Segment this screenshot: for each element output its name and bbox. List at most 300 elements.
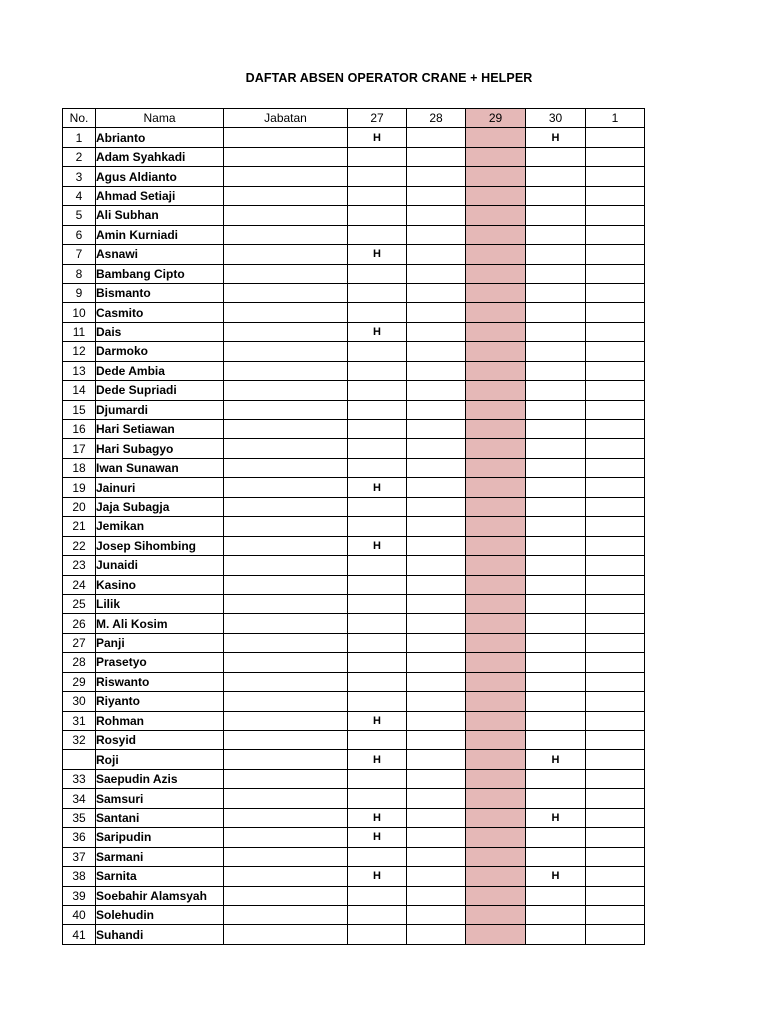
mark-day-27 [348, 556, 407, 575]
row-jabatan [224, 478, 348, 497]
row-jabatan [224, 789, 348, 808]
mark-day-1 [586, 692, 645, 711]
mark-day-29 [466, 575, 526, 594]
header-day-1: 1 [586, 109, 645, 128]
table-row [63, 731, 645, 750]
row-jabatan [224, 769, 348, 788]
row-nama: Soebahir Alamsyah [96, 886, 224, 905]
mark-day-28 [407, 497, 466, 516]
mark-day-29 [466, 303, 526, 322]
row-jabatan [224, 633, 348, 652]
row-nama: Samsuri [96, 789, 224, 808]
row-jabatan [224, 322, 348, 341]
row-number: 5 [63, 206, 96, 225]
attendance-table [62, 108, 645, 945]
mark-day-1 [586, 478, 645, 497]
mark-day-27 [348, 731, 407, 750]
row-number: 36 [63, 828, 96, 847]
row-nama: Bambang Cipto [96, 264, 224, 283]
mark-day-30 [526, 400, 586, 419]
mark-day-30 [526, 167, 586, 186]
row-jabatan [224, 614, 348, 633]
row-number: 21 [63, 517, 96, 536]
table-row [63, 575, 645, 594]
mark-day-28 [407, 186, 466, 205]
mark-day-29 [466, 711, 526, 730]
mark-day-29 [466, 225, 526, 244]
row-number: 13 [63, 361, 96, 380]
mark-day-30 [526, 147, 586, 166]
mark-day-27 [348, 420, 407, 439]
table-row [63, 789, 645, 808]
row-number: 20 [63, 497, 96, 516]
header-day-30: 30 [526, 109, 586, 128]
row-jabatan [224, 750, 348, 769]
row-number: 16 [63, 420, 96, 439]
mark-day-28 [407, 167, 466, 186]
mark-day-28 [407, 769, 466, 788]
row-number: 38 [63, 867, 96, 886]
mark-day-28 [407, 128, 466, 147]
row-nama: Hari Subagyo [96, 439, 224, 458]
mark-day-30 [526, 186, 586, 205]
attendance-rows [63, 128, 645, 944]
mark-day-27 [348, 789, 407, 808]
mark-day-29 [466, 167, 526, 186]
row-nama: Kasino [96, 575, 224, 594]
row-nama: Agus Aldianto [96, 167, 224, 186]
row-nama: Rosyid [96, 731, 224, 750]
mark-day-29 [466, 206, 526, 225]
table-row [63, 808, 645, 827]
mark-day-27 [348, 692, 407, 711]
header-day-28: 28 [407, 109, 466, 128]
mark-day-27 [348, 439, 407, 458]
mark-day-28 [407, 342, 466, 361]
mark-day-30: H [526, 128, 586, 147]
mark-day-30 [526, 828, 586, 847]
row-number: 33 [63, 769, 96, 788]
table-row [63, 633, 645, 652]
row-jabatan [224, 731, 348, 750]
mark-day-27 [348, 381, 407, 400]
table-row [63, 536, 645, 555]
table-row [63, 283, 645, 302]
row-number: 19 [63, 478, 96, 497]
row-number: 7 [63, 245, 96, 264]
row-number: 24 [63, 575, 96, 594]
mark-day-29 [466, 400, 526, 419]
row-nama: Hari Setiawan [96, 420, 224, 439]
mark-day-27: H [348, 322, 407, 341]
table-row [63, 342, 645, 361]
mark-day-1 [586, 594, 645, 613]
mark-day-28 [407, 575, 466, 594]
row-number: 18 [63, 458, 96, 477]
mark-day-28 [407, 517, 466, 536]
mark-day-30 [526, 769, 586, 788]
row-number: 4 [63, 186, 96, 205]
mark-day-29 [466, 147, 526, 166]
row-number: 11 [63, 322, 96, 341]
row-number: 31 [63, 711, 96, 730]
mark-day-29 [466, 672, 526, 691]
mark-day-29 [466, 322, 526, 341]
row-jabatan [224, 303, 348, 322]
mark-day-28 [407, 283, 466, 302]
mark-day-28 [407, 614, 466, 633]
mark-day-28 [407, 886, 466, 905]
row-nama: Josep Sihombing [96, 536, 224, 555]
table-row [63, 322, 645, 341]
mark-day-30 [526, 731, 586, 750]
mark-day-1 [586, 342, 645, 361]
mark-day-29 [466, 847, 526, 866]
mark-day-30 [526, 594, 586, 613]
mark-day-1 [586, 420, 645, 439]
mark-day-28 [407, 556, 466, 575]
row-number: 26 [63, 614, 96, 633]
mark-day-1 [586, 322, 645, 341]
mark-day-29 [466, 769, 526, 788]
table-row [63, 400, 645, 419]
mark-day-27 [348, 225, 407, 244]
row-number: 35 [63, 808, 96, 827]
table-row [63, 692, 645, 711]
row-nama: Lilik [96, 594, 224, 613]
mark-day-27 [348, 633, 407, 652]
mark-day-27 [348, 303, 407, 322]
row-jabatan [224, 245, 348, 264]
row-nama: Abrianto [96, 128, 224, 147]
mark-day-1 [586, 400, 645, 419]
row-nama: Iwan Sunawan [96, 458, 224, 477]
mark-day-27: H [348, 867, 407, 886]
row-jabatan [224, 342, 348, 361]
mark-day-30 [526, 847, 586, 866]
mark-day-1 [586, 711, 645, 730]
mark-day-29 [466, 828, 526, 847]
row-jabatan [224, 381, 348, 400]
mark-day-28 [407, 633, 466, 652]
mark-day-28 [407, 828, 466, 847]
row-number: 29 [63, 672, 96, 691]
row-jabatan [224, 458, 348, 477]
mark-day-30 [526, 517, 586, 536]
table-row [63, 925, 645, 944]
mark-day-1 [586, 731, 645, 750]
row-number: 40 [63, 905, 96, 924]
mark-day-29 [466, 439, 526, 458]
mark-day-1 [586, 303, 645, 322]
row-jabatan [224, 128, 348, 147]
row-nama: Asnawi [96, 245, 224, 264]
mark-day-30 [526, 206, 586, 225]
mark-day-1 [586, 283, 645, 302]
row-nama: Saripudin [96, 828, 224, 847]
mark-day-1 [586, 517, 645, 536]
mark-day-28 [407, 653, 466, 672]
table-row [63, 245, 645, 264]
row-nama: Jainuri [96, 478, 224, 497]
row-nama: Amin Kurniadi [96, 225, 224, 244]
mark-day-28 [407, 847, 466, 866]
mark-day-28 [407, 925, 466, 944]
mark-day-1 [586, 497, 645, 516]
mark-day-1 [586, 614, 645, 633]
row-number: 41 [63, 925, 96, 944]
mark-day-30 [526, 322, 586, 341]
header-day-27: 27 [348, 109, 407, 128]
row-jabatan [224, 167, 348, 186]
mark-day-29 [466, 186, 526, 205]
document-title: DAFTAR ABSEN OPERATOR CRANE + HELPER [245, 71, 533, 85]
mark-day-30 [526, 420, 586, 439]
row-nama: Rohman [96, 711, 224, 730]
row-jabatan [224, 400, 348, 419]
mark-day-30 [526, 264, 586, 283]
header-row [63, 109, 645, 128]
mark-day-30 [526, 556, 586, 575]
row-number [63, 750, 96, 769]
mark-day-27 [348, 167, 407, 186]
mark-day-27 [348, 517, 407, 536]
mark-day-29 [466, 633, 526, 652]
mark-day-28 [407, 225, 466, 244]
row-jabatan [224, 439, 348, 458]
row-jabatan [224, 886, 348, 905]
mark-day-29 [466, 925, 526, 944]
mark-day-28 [407, 264, 466, 283]
mark-day-1 [586, 458, 645, 477]
mark-day-1 [586, 847, 645, 866]
mark-day-27 [348, 497, 407, 516]
header-jabatan: Jabatan [224, 109, 348, 128]
mark-day-1 [586, 653, 645, 672]
mark-day-30: H [526, 867, 586, 886]
mark-day-1 [586, 575, 645, 594]
mark-day-30 [526, 633, 586, 652]
row-number: 6 [63, 225, 96, 244]
row-number: 2 [63, 147, 96, 166]
mark-day-1 [586, 556, 645, 575]
row-nama: Jaja Subagja [96, 497, 224, 516]
mark-day-28 [407, 322, 466, 341]
row-number: 1 [63, 128, 96, 147]
row-nama: Riswanto [96, 672, 224, 691]
row-jabatan [224, 672, 348, 691]
mark-day-30 [526, 692, 586, 711]
row-number: 37 [63, 847, 96, 866]
mark-day-28 [407, 439, 466, 458]
row-nama: Solehudin [96, 905, 224, 924]
mark-day-30 [526, 342, 586, 361]
mark-day-30 [526, 283, 586, 302]
table-row [63, 361, 645, 380]
mark-day-27 [348, 886, 407, 905]
row-jabatan [224, 905, 348, 924]
table-row [63, 128, 645, 147]
mark-day-27 [348, 905, 407, 924]
row-nama: Dais [96, 322, 224, 341]
mark-day-27 [348, 925, 407, 944]
mark-day-28 [407, 458, 466, 477]
table-row [63, 167, 645, 186]
mark-day-28 [407, 536, 466, 555]
row-jabatan [224, 594, 348, 613]
mark-day-30: H [526, 808, 586, 827]
row-nama: Casmito [96, 303, 224, 322]
mark-day-29 [466, 361, 526, 380]
mark-day-29 [466, 808, 526, 827]
mark-day-28 [407, 361, 466, 380]
row-number: 22 [63, 536, 96, 555]
row-jabatan [224, 692, 348, 711]
mark-day-30 [526, 575, 586, 594]
row-nama: Dede Ambia [96, 361, 224, 380]
mark-day-30 [526, 225, 586, 244]
mark-day-27 [348, 672, 407, 691]
mark-day-29 [466, 128, 526, 147]
mark-day-1 [586, 264, 645, 283]
row-number: 27 [63, 633, 96, 652]
row-number: 32 [63, 731, 96, 750]
mark-day-28 [407, 400, 466, 419]
mark-day-28 [407, 731, 466, 750]
mark-day-30 [526, 303, 586, 322]
mark-day-27 [348, 361, 407, 380]
row-nama: Roji [96, 750, 224, 769]
mark-day-1 [586, 808, 645, 827]
mark-day-1 [586, 381, 645, 400]
table-row [63, 828, 645, 847]
row-jabatan [224, 925, 348, 944]
mark-day-27: H [348, 828, 407, 847]
mark-day-30 [526, 925, 586, 944]
row-jabatan [224, 867, 348, 886]
table-row [63, 478, 645, 497]
mark-day-29 [466, 458, 526, 477]
row-number: 12 [63, 342, 96, 361]
mark-day-28 [407, 867, 466, 886]
table-row [63, 303, 645, 322]
row-nama: Ali Subhan [96, 206, 224, 225]
mark-day-28 [407, 420, 466, 439]
mark-day-29 [466, 594, 526, 613]
table-row [63, 614, 645, 633]
mark-day-29 [466, 692, 526, 711]
header-day-29: 29 [466, 109, 526, 128]
row-nama: Santani [96, 808, 224, 827]
mark-day-30 [526, 711, 586, 730]
mark-day-1 [586, 245, 645, 264]
mark-day-29 [466, 245, 526, 264]
row-number: 25 [63, 594, 96, 613]
mark-day-28 [407, 692, 466, 711]
mark-day-29 [466, 478, 526, 497]
row-nama: Dede Supriadi [96, 381, 224, 400]
mark-day-27 [348, 206, 407, 225]
mark-day-30 [526, 653, 586, 672]
mark-day-29 [466, 750, 526, 769]
mark-day-29 [466, 536, 526, 555]
mark-day-27 [348, 264, 407, 283]
mark-day-1 [586, 925, 645, 944]
row-nama: Djumardi [96, 400, 224, 419]
mark-day-30 [526, 458, 586, 477]
row-jabatan [224, 847, 348, 866]
mark-day-30 [526, 361, 586, 380]
mark-day-29 [466, 614, 526, 633]
row-jabatan [224, 808, 348, 827]
row-number: 9 [63, 283, 96, 302]
mark-day-29 [466, 517, 526, 536]
mark-day-28 [407, 381, 466, 400]
row-nama: Junaidi [96, 556, 224, 575]
mark-day-27: H [348, 711, 407, 730]
mark-day-29 [466, 497, 526, 516]
mark-day-27: H [348, 750, 407, 769]
row-number: 15 [63, 400, 96, 419]
mark-day-28 [407, 789, 466, 808]
table-row [63, 905, 645, 924]
table-row [63, 556, 645, 575]
mark-day-1 [586, 750, 645, 769]
row-jabatan [224, 711, 348, 730]
row-number: 23 [63, 556, 96, 575]
header-no: No. [63, 109, 96, 128]
table-row [63, 847, 645, 866]
mark-day-29 [466, 789, 526, 808]
table-row [63, 458, 645, 477]
row-number: 8 [63, 264, 96, 283]
header-nama: Nama [96, 109, 224, 128]
mark-day-27 [348, 147, 407, 166]
mark-day-27: H [348, 808, 407, 827]
table-row [63, 672, 645, 691]
row-nama: Jemikan [96, 517, 224, 536]
mark-day-28 [407, 594, 466, 613]
mark-day-28 [407, 206, 466, 225]
table-row [63, 225, 645, 244]
row-jabatan [224, 556, 348, 575]
table-row [63, 264, 645, 283]
mark-day-27 [348, 458, 407, 477]
mark-day-30 [526, 497, 586, 516]
row-number: 30 [63, 692, 96, 711]
mark-day-27 [348, 342, 407, 361]
mark-day-30 [526, 245, 586, 264]
mark-day-1 [586, 867, 645, 886]
row-nama: Ahmad Setiaji [96, 186, 224, 205]
mark-day-27 [348, 847, 407, 866]
mark-day-30 [526, 536, 586, 555]
mark-day-1 [586, 905, 645, 924]
mark-day-29 [466, 905, 526, 924]
row-nama: Adam Syahkadi [96, 147, 224, 166]
mark-day-27 [348, 400, 407, 419]
mark-day-1 [586, 186, 645, 205]
row-jabatan [224, 206, 348, 225]
mark-day-1 [586, 361, 645, 380]
mark-day-29 [466, 886, 526, 905]
mark-day-27 [348, 769, 407, 788]
row-nama: Sarnita [96, 867, 224, 886]
mark-day-1 [586, 206, 645, 225]
mark-day-29 [466, 381, 526, 400]
mark-day-30 [526, 439, 586, 458]
row-jabatan [224, 420, 348, 439]
